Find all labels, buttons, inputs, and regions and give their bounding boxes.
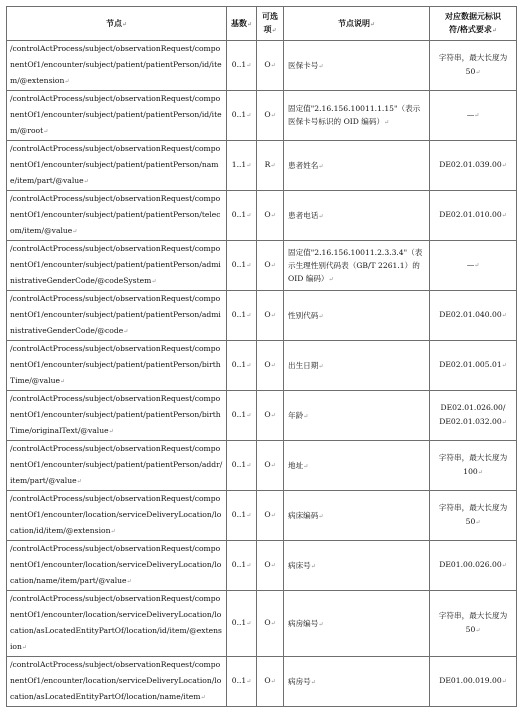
- paragraph-mark-icon: ↵: [76, 478, 82, 485]
- element-requirement-cell-text: DE02.01.010.00: [439, 210, 502, 219]
- optional-cell-text: O: [264, 618, 271, 627]
- optional-cell-text: O: [264, 260, 271, 269]
- optional-cell: [257, 241, 284, 291]
- node-path-cell-text: /controlActProcess/subject/observationRequest/componentOf1/encounter/subject/patient/patientPerson/birthTime/originalText/@value: [10, 394, 221, 435]
- paragraph-mark-icon: ↵: [474, 262, 480, 269]
- table-row: [7, 657, 517, 707]
- element-requirement-cell-text: DE02.01.040.00: [439, 310, 502, 319]
- element-requirement-cell: [430, 191, 517, 241]
- description-cell-text: 病床编码: [288, 510, 319, 520]
- cardinality-cell-text: 0..1: [231, 618, 247, 627]
- header-node: 节点↵: [7, 7, 227, 41]
- paragraph-mark-icon: ↵: [318, 620, 324, 628]
- cardinality-cell: [227, 191, 257, 241]
- optional-cell: [257, 491, 284, 541]
- paragraph-mark-icon: ↵: [246, 620, 252, 627]
- paragraph-mark-icon: ↵: [83, 178, 89, 185]
- element-requirement-cell-text: 字符串，最大长度为 50: [438, 611, 508, 634]
- paragraph-mark-icon: ↵: [246, 362, 252, 369]
- optional-cell-text: O: [264, 60, 271, 69]
- paragraph-mark-icon: ↵: [310, 678, 316, 686]
- paragraph-mark-icon: ↵: [246, 562, 252, 569]
- description-cell-text: 出生日期: [288, 360, 319, 370]
- paragraph-mark-icon: ↵: [270, 620, 276, 627]
- paragraph-mark-icon: ↵: [318, 512, 324, 520]
- optional-cell: [257, 291, 284, 341]
- node-path-cell: [7, 441, 227, 491]
- element-requirement-cell-text: 字符串，最大长度为 50: [438, 503, 508, 526]
- paragraph-mark-icon: ↵: [108, 428, 114, 435]
- table-row: [7, 391, 517, 441]
- optional-cell-text: O: [264, 676, 271, 685]
- paragraph-mark-icon: ↵: [246, 212, 252, 219]
- paragraph-mark-icon: ↵: [270, 562, 276, 569]
- paragraph-mark-icon: ↵: [123, 328, 129, 335]
- optional-cell-text: O: [264, 510, 271, 519]
- element-requirement-cell: [430, 341, 517, 391]
- cardinality-cell-text: 0..1: [231, 210, 247, 219]
- node-path-cell-text: /controlActProcess/subject/observationRequest/componentOf1/encounter/subject/patient/patientPerson/addr/item/part/@value: [10, 444, 223, 485]
- cardinality-cell-text: 0..1: [231, 460, 247, 469]
- paragraph-mark-icon: ↵: [270, 412, 276, 419]
- paragraph-mark-icon: ↵: [270, 462, 276, 469]
- element-requirement-cell-text: 字符串，最大长度为 50: [438, 53, 508, 76]
- element-requirement-cell: [430, 591, 517, 657]
- header-element: 对应数据元标识 符/格式要求↵: [430, 7, 517, 41]
- paragraph-mark-icon: ↵: [270, 362, 276, 369]
- element-requirement-cell: [430, 141, 517, 191]
- table-row: [7, 191, 517, 241]
- element-requirement-cell-text: DE02.01.005.01: [439, 360, 502, 369]
- description-cell-text: 医保卡号: [288, 60, 319, 70]
- cardinality-cell: [227, 91, 257, 141]
- node-path-cell: [7, 591, 227, 657]
- table-row: [7, 41, 517, 91]
- table-row: [7, 291, 517, 341]
- paragraph-mark-icon: ↵: [246, 312, 252, 319]
- node-path-cell: [7, 391, 227, 441]
- paragraph-mark-icon: ↵: [474, 112, 480, 119]
- cardinality-cell: [227, 591, 257, 657]
- optional-cell: [257, 391, 284, 441]
- paragraph-mark-icon: ↵: [246, 512, 252, 519]
- table-row: [7, 141, 517, 191]
- table-row: [7, 91, 517, 141]
- paragraph-mark-icon: ↵: [501, 678, 507, 685]
- element-requirement-cell-text: —: [466, 260, 475, 269]
- optional-cell-text: O: [264, 360, 271, 369]
- description-cell-text: 病房编号: [288, 618, 319, 628]
- cardinality-cell: [227, 657, 257, 707]
- paragraph-mark-icon: ↵: [310, 562, 316, 570]
- paragraph-mark-icon: ↵: [200, 694, 206, 701]
- paragraph-mark-icon: ↵: [43, 128, 49, 135]
- node-path-cell: [7, 191, 227, 241]
- cardinality-cell-text: 0..1: [231, 510, 247, 519]
- optional-cell: [257, 657, 284, 707]
- description-cell: [284, 391, 430, 441]
- cardinality-cell-text: 0..1: [231, 676, 247, 685]
- optional-cell: [257, 591, 284, 657]
- description-cell-text: 固定值"2.16.156.10011.2.3.3.4"（表示生理性别代码表（GB/T 2261.1）的 OID 编码）: [288, 247, 423, 283]
- description-cell-text: 病房号: [288, 676, 311, 686]
- element-requirement-cell-text: DE01.00.019.00: [439, 676, 502, 685]
- paragraph-mark-icon: ↵: [501, 362, 507, 369]
- cardinality-cell: [227, 391, 257, 441]
- paragraph-mark-icon: ↵: [270, 62, 276, 69]
- paragraph-mark-icon: ↵: [318, 362, 324, 370]
- table-row: [7, 341, 517, 391]
- description-cell: [284, 141, 430, 191]
- optional-cell: [257, 191, 284, 241]
- cardinality-cell-text: 0..1: [231, 560, 247, 569]
- paragraph-mark-icon: ↵: [126, 578, 132, 585]
- element-requirement-cell: [430, 41, 517, 91]
- node-path-cell-text: /controlActProcess/subject/observationRequest/componentOf1/encounter/subject/patient/patientPerson/name/item/part/@value: [10, 144, 221, 185]
- description-cell: [284, 191, 430, 241]
- element-requirement-cell: [430, 491, 517, 541]
- cardinality-cell: [227, 541, 257, 591]
- paragraph-mark-icon: ↵: [475, 519, 481, 526]
- node-path-cell-text: /controlActProcess/subject/observationRequest/componentOf1/encounter/location/serviceDeliveryLocation/location/asLocatedEntityPartOf/location/name/item: [10, 660, 222, 701]
- paragraph-mark-icon: ↵: [318, 212, 324, 220]
- description-cell: [284, 241, 430, 291]
- cardinality-cell-text: 0..1: [231, 310, 247, 319]
- element-requirement-cell: [430, 441, 517, 491]
- cardinality-cell: [227, 441, 257, 491]
- element-requirement-cell-text: —: [466, 110, 475, 119]
- element-requirement-cell-text: DE02.01.039.00: [439, 160, 502, 169]
- optional-cell: [257, 541, 284, 591]
- paragraph-mark-icon: ↵: [246, 678, 252, 685]
- table-row: [7, 441, 517, 491]
- table-header: [7, 7, 517, 41]
- description-cell-text: 年龄: [288, 410, 304, 420]
- cardinality-cell: [227, 241, 257, 291]
- node-path-cell-text: /controlActProcess/subject/observationRequest/componentOf1/encounter/location/serviceDeliveryLocation/location/asLocatedEntityPartOf/location/id/item/@extension: [10, 594, 222, 651]
- element-requirement-cell: [430, 657, 517, 707]
- table-row: [7, 591, 517, 657]
- paragraph-mark-icon: ↵: [270, 212, 276, 219]
- element-requirement-cell: [430, 391, 517, 441]
- node-path-cell-text: /controlActProcess/subject/observationRequest/componentOf1/encounter/subject/patient/patientPerson/birthTime/@value: [10, 344, 221, 385]
- node-specification-table: [6, 6, 517, 707]
- paragraph-mark-icon: ↵: [318, 162, 324, 170]
- paragraph-mark-icon: ↵: [151, 278, 157, 285]
- optional-cell: [257, 141, 284, 191]
- node-path-cell-text: /controlActProcess/subject/observationRequest/componentOf1/encounter/subject/patient/patientPerson/id/item/@extension: [10, 44, 222, 85]
- node-path-cell-text: /controlActProcess/subject/observationRequest/componentOf1/encounter/subject/patient/patientPerson/administrativeGenderCode/@code: [10, 294, 221, 335]
- paragraph-mark-icon: ↵: [501, 212, 507, 219]
- paragraph-mark-icon: ↵: [246, 112, 252, 119]
- optional-cell-text: O: [264, 210, 271, 219]
- node-path-cell-text: /controlActProcess/subject/observationRequest/componentOf1/encounter/location/serviceDeliveryLocation/location/name/item/part/@value: [10, 544, 222, 585]
- cardinality-cell-text: 1..1: [231, 160, 247, 169]
- paragraph-mark-icon: ↵: [328, 275, 334, 283]
- element-requirement-cell-text: DE02.01.026.00/ DE02.01.032.00: [439, 403, 506, 426]
- header-description: 节点说明↵: [284, 7, 430, 41]
- optional-cell-text: R: [264, 160, 271, 169]
- cardinality-cell: [227, 491, 257, 541]
- node-path-cell: [7, 241, 227, 291]
- paragraph-mark-icon: ↵: [270, 678, 276, 685]
- description-cell: [284, 591, 430, 657]
- optional-cell-text: O: [264, 110, 271, 119]
- cardinality-cell-text: 0..1: [231, 110, 247, 119]
- description-cell: [284, 41, 430, 91]
- description-cell-text: 固定值"2.16.156.10011.1.15"（表示医保卡号标识的 OID 编码）: [288, 104, 421, 126]
- element-requirement-cell: [430, 291, 517, 341]
- paragraph-mark-icon: ↵: [246, 412, 252, 419]
- node-path-cell-text: /controlActProcess/subject/observationRequest/componentOf1/encounter/subject/patient/patientPerson/telecom/item/@value: [10, 194, 221, 235]
- optional-cell: [257, 441, 284, 491]
- paragraph-mark-icon: ↵: [246, 462, 252, 469]
- cardinality-cell-text: 0..1: [231, 360, 247, 369]
- optional-cell: [257, 91, 284, 141]
- table-body: [7, 41, 517, 707]
- paragraph-mark-icon: ↵: [246, 262, 252, 269]
- paragraph-mark-icon: ↵: [477, 469, 483, 476]
- node-path-cell: [7, 141, 227, 191]
- optional-cell-text: O: [264, 410, 271, 419]
- optional-cell: [257, 341, 284, 391]
- paragraph-mark-icon: ↵: [72, 228, 78, 235]
- element-requirement-cell: [430, 541, 517, 591]
- description-cell-text: 患者电话: [288, 210, 319, 220]
- paragraph-mark-icon: ↵: [501, 312, 507, 319]
- optional-cell-text: O: [264, 460, 271, 469]
- paragraph-mark-icon: ↵: [303, 412, 309, 420]
- description-cell: [284, 341, 430, 391]
- description-cell-text: 病床号: [288, 560, 311, 570]
- optional-cell: [257, 41, 284, 91]
- cardinality-cell: [227, 291, 257, 341]
- cardinality-cell-text: 0..1: [231, 60, 247, 69]
- paragraph-mark-icon: ↵: [270, 312, 276, 319]
- paragraph-mark-icon: ↵: [384, 119, 390, 126]
- cardinality-cell-text: 0..1: [231, 410, 247, 419]
- cardinality-cell: [227, 41, 257, 91]
- description-cell: [284, 491, 430, 541]
- description-cell: [284, 291, 430, 341]
- paragraph-mark-icon: ↵: [318, 312, 324, 320]
- description-cell: [284, 657, 430, 707]
- element-requirement-cell: [430, 91, 517, 141]
- paragraph-mark-icon: ↵: [59, 378, 66, 385]
- table-row: [7, 541, 517, 591]
- paragraph-mark-icon: ↵: [303, 462, 309, 470]
- header-optional: 可选 项↵: [257, 7, 284, 41]
- description-cell-text: 患者姓名: [288, 160, 319, 170]
- description-cell: [284, 441, 430, 491]
- paragraph-mark-icon: ↵: [21, 644, 27, 651]
- node-path-cell: [7, 91, 227, 141]
- paragraph-mark-icon: ↵: [501, 419, 507, 426]
- paragraph-mark-icon: ↵: [110, 528, 116, 535]
- element-requirement-cell-text: DE01.00.026.00: [439, 560, 502, 569]
- paragraph-mark-icon: ↵: [318, 62, 324, 70]
- paragraph-mark-icon: ↵: [246, 62, 252, 69]
- paragraph-mark-icon: ↵: [501, 162, 507, 169]
- paragraph-mark-icon: ↵: [64, 78, 70, 85]
- description-cell: [284, 541, 430, 591]
- header-row: [7, 7, 517, 41]
- description-cell: [284, 91, 430, 141]
- description-cell-text: 性别代码: [288, 310, 319, 320]
- node-path-cell: [7, 541, 227, 591]
- paragraph-mark-icon: ↵: [501, 562, 507, 569]
- optional-cell-text: O: [264, 560, 271, 569]
- node-path-cell: [7, 41, 227, 91]
- table-row: [7, 491, 517, 541]
- description-cell-text: 地址: [288, 460, 304, 470]
- paragraph-mark-icon: ↵: [475, 69, 481, 76]
- cardinality-cell: [227, 141, 257, 191]
- element-requirement-cell-text: 字符串，最大长度为 100: [438, 453, 508, 476]
- paragraph-mark-icon: ↵: [475, 627, 481, 634]
- node-path-cell-text: /controlActProcess/subject/observationRequest/componentOf1/encounter/subject/patient/patientPerson/id/item/@root: [10, 94, 222, 135]
- element-requirement-cell: [430, 241, 517, 291]
- paragraph-mark-icon: ↵: [246, 162, 252, 169]
- node-path-cell: [7, 657, 227, 707]
- node-path-cell: [7, 341, 227, 391]
- node-path-cell: [7, 491, 227, 541]
- node-path-cell: [7, 291, 227, 341]
- header-cardinality: 基数↵: [227, 7, 257, 41]
- cardinality-cell-text: 0..1: [231, 260, 247, 269]
- table-row: [7, 241, 517, 291]
- paragraph-mark-icon: ↵: [270, 512, 276, 519]
- node-path-cell-text: /controlActProcess/subject/observationRequest/componentOf1/encounter/subject/patient/patientPerson/administrativeGenderCode/@codeSystem: [10, 244, 221, 285]
- paragraph-mark-icon: ↵: [270, 112, 276, 119]
- node-path-cell-text: /controlActProcess/subject/observationRequest/componentOf1/encounter/location/serviceDeliveryLocation/location/id/item/@extension: [10, 494, 222, 535]
- optional-cell-text: O: [264, 310, 271, 319]
- paragraph-mark-icon: ↵: [270, 162, 276, 169]
- paragraph-mark-icon: ↵: [270, 262, 276, 269]
- cardinality-cell: [227, 341, 257, 391]
